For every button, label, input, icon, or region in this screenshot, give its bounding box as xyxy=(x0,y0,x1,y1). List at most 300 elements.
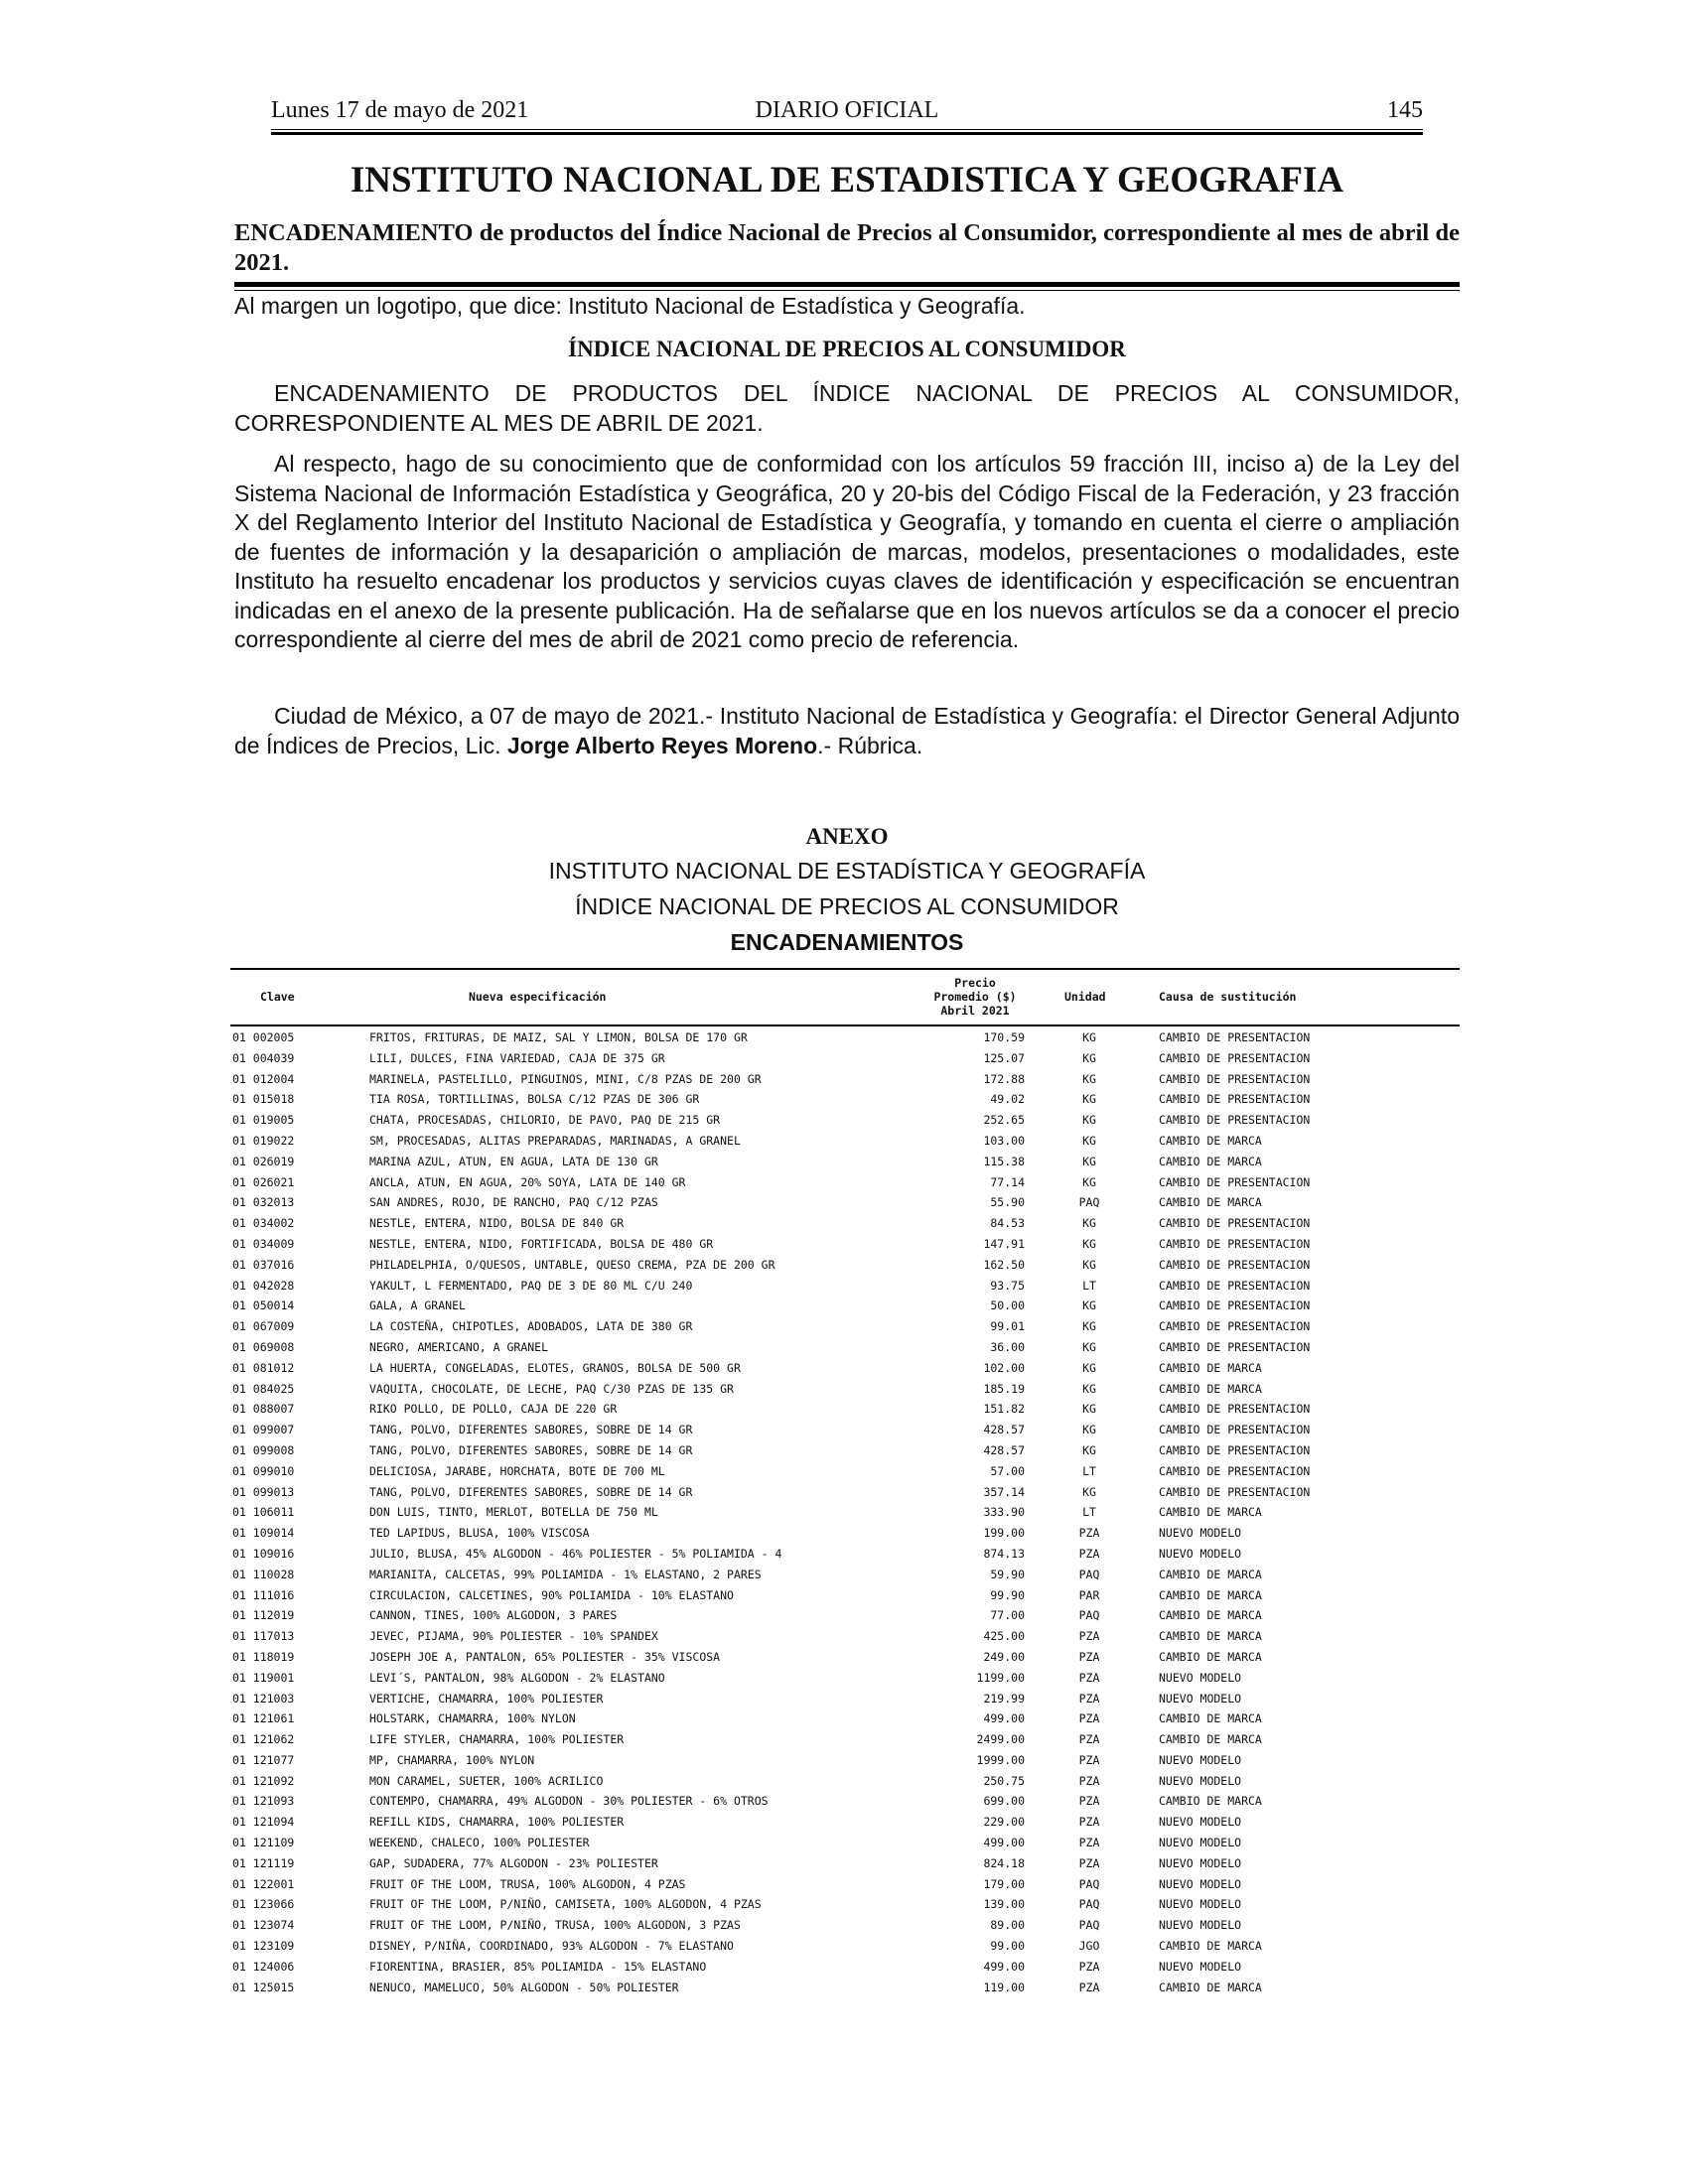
header-rule xyxy=(271,129,1423,135)
cell-spec: MARINA AZUL, ATUN, EN AGUA, LATA DE 130 GR xyxy=(369,1154,658,1168)
table-row xyxy=(230,1298,1460,1319)
cell-unit: PZA xyxy=(1078,1836,1100,1850)
table-row xyxy=(230,1258,1460,1279)
cell-clave: 01 121094 xyxy=(232,1815,295,1830)
cell-price: 428.57 xyxy=(983,1442,1025,1457)
cell-spec: ANCLA, ATUN, EN AGUA, 20% SOYA, LATA DE 140 GR xyxy=(369,1174,686,1189)
cell-spec: JOSEPH JOE A, PANTALON, 65% POLIESTER - 35% VISCOSA xyxy=(369,1649,721,1664)
cell-price: 139.00 xyxy=(983,1897,1025,1912)
cell-unit: KG xyxy=(1082,1298,1096,1313)
table-row xyxy=(230,1671,1460,1692)
cell-price: 699.00 xyxy=(983,1794,1025,1809)
table-row xyxy=(230,1794,1460,1815)
cell-unit: PZA xyxy=(1078,1794,1100,1809)
cell-unit: KG xyxy=(1082,1423,1096,1437)
table-row xyxy=(230,1134,1460,1155)
cell-causa: CAMBIO DE MARCA xyxy=(1159,1154,1262,1168)
table-header xyxy=(230,973,1460,1023)
cell-spec: MON CARAMEL, SUETER, 100% ACRILICO xyxy=(369,1773,604,1788)
title-rule xyxy=(234,282,1460,287)
table-row xyxy=(230,1319,1460,1340)
cell-unit: PZA xyxy=(1078,1629,1100,1644)
cell-clave: 01 012004 xyxy=(232,1071,295,1086)
cell-spec: DELICIOSA, JARABE, HORCHATA, BOTE DE 700 ML xyxy=(369,1463,665,1478)
cell-spec: PHILADELPHIA, O/QUESOS, UNTABLE, QUESO CREMA, PZA DE 200 GR xyxy=(369,1257,775,1272)
cell-price: 185.19 xyxy=(983,1381,1025,1396)
cell-price: 499.00 xyxy=(983,1836,1025,1850)
cell-causa: CAMBIO DE PRESENTACION xyxy=(1159,1030,1311,1044)
cell-causa: NUEVO MODELO xyxy=(1159,1959,1242,1974)
cell-price: 147.91 xyxy=(983,1236,1025,1251)
table-row xyxy=(230,1051,1460,1072)
cell-price: 874.13 xyxy=(983,1546,1025,1561)
cell-unit: PZA xyxy=(1078,1711,1100,1726)
cell-spec: CONTEMPO, CHAMARRA, 49% ALGODON - 30% POLIESTER - 6% OTROS xyxy=(369,1794,769,1809)
cell-clave: 01 123074 xyxy=(232,1918,295,1933)
cell-unit: KG xyxy=(1082,1484,1096,1499)
cell-price: 1199.00 xyxy=(976,1670,1025,1685)
cell-spec: DON LUIS, TINTO, MERLOT, BOTELLA DE 750 ML xyxy=(369,1505,658,1520)
column-header-spec: Nueva especificación xyxy=(469,990,607,1004)
cell-causa: CAMBIO DE PRESENTACION xyxy=(1159,1278,1311,1293)
header-publication: DIARIO OFICIAL xyxy=(755,97,939,123)
cell-causa: CAMBIO DE MARCA xyxy=(1159,1133,1262,1148)
cell-clave: 01 125015 xyxy=(232,1979,295,1994)
cell-clave: 01 099010 xyxy=(232,1463,295,1478)
cell-clave: 01 122001 xyxy=(232,1876,295,1891)
cell-clave: 01 119001 xyxy=(232,1670,295,1685)
table-row xyxy=(230,1877,1460,1898)
cell-clave: 01 019005 xyxy=(232,1113,295,1128)
cell-price: 170.59 xyxy=(983,1030,1025,1044)
cell-causa: NUEVO MODELO xyxy=(1159,1918,1242,1933)
table-row xyxy=(230,1175,1460,1196)
table-row xyxy=(230,1629,1460,1650)
table-top-rule xyxy=(230,968,1460,970)
column-header-price-line2: Promedio ($) xyxy=(933,990,1017,1004)
cell-price: 1999.00 xyxy=(976,1752,1025,1767)
cell-unit: PZA xyxy=(1078,1732,1100,1747)
table-row xyxy=(230,1092,1460,1113)
cell-price: 50.00 xyxy=(990,1298,1025,1313)
cell-causa: NUEVO MODELO xyxy=(1159,1815,1242,1830)
cell-price: 77.14 xyxy=(990,1174,1025,1189)
cell-clave: 01 121077 xyxy=(232,1752,295,1767)
cell-causa: CAMBIO DE MARCA xyxy=(1159,1587,1262,1602)
cell-causa: NUEVO MODELO xyxy=(1159,1752,1242,1767)
cell-price: 99.01 xyxy=(990,1319,1025,1334)
cell-spec: FRUIT OF THE LOOM, P/NIÑO, TRUSA, 100% ALGODON, 3 PZAS xyxy=(369,1918,741,1933)
cell-unit: KG xyxy=(1082,1174,1096,1189)
cell-spec: TANG, POLVO, DIFERENTES SABORES, SOBRE DE 14 GR xyxy=(369,1423,693,1437)
cell-price: 99.00 xyxy=(990,1939,1025,1954)
paragraph-3 xyxy=(234,702,1460,760)
table-body xyxy=(230,1030,1460,2000)
cell-clave: 01 109014 xyxy=(232,1526,295,1541)
signer-name: Jorge Alberto Reyes Moreno xyxy=(506,732,818,758)
cell-price: 249.00 xyxy=(983,1649,1025,1664)
annex-line-2: ÍNDICE NACIONAL DE PRECIOS AL CONSUMIDOR xyxy=(575,893,1119,919)
cell-unit: PZA xyxy=(1078,1815,1100,1830)
table-row xyxy=(230,1113,1460,1134)
table-row xyxy=(230,1340,1460,1361)
table-row xyxy=(230,1464,1460,1485)
table-row xyxy=(230,1402,1460,1423)
cell-spec: LILI, DULCES, FINA VARIEDAD, CAJA DE 375 GR xyxy=(369,1050,665,1065)
cell-spec: TED LAPIDUS, BLUSA, 100% VISCOSA xyxy=(369,1526,590,1541)
cell-price: 151.82 xyxy=(983,1402,1025,1417)
cell-unit: PZA xyxy=(1078,1855,1100,1870)
column-header-clave: Clave xyxy=(260,990,295,1004)
cell-spec: VAQUITA, CHOCOLATE, DE LECHE, PAQ C/30 PZAS DE 135 GR xyxy=(369,1381,734,1396)
cell-clave: 01 004039 xyxy=(232,1050,295,1065)
cell-price: 250.75 xyxy=(983,1773,1025,1788)
column-header-price-line3: Abril 2021 xyxy=(940,1004,1010,1018)
cell-unit: KG xyxy=(1082,1133,1096,1148)
document-title: ENCADENAMIENTO de productos del Índice Nacional de Precios al Consumidor, correspondiente al mes de abril de 2021. xyxy=(234,219,1460,276)
cell-causa: NUEVO MODELO xyxy=(1159,1836,1242,1850)
cell-unit: KG xyxy=(1082,1071,1096,1086)
cell-unit: PAQ xyxy=(1078,1918,1100,1933)
cell-price: 357.14 xyxy=(983,1484,1025,1499)
cell-unit: PZA xyxy=(1078,1979,1100,1994)
cell-causa: CAMBIO DE PRESENTACION xyxy=(1159,1463,1311,1478)
cell-causa: CAMBIO DE MARCA xyxy=(1159,1381,1262,1396)
cell-spec: NEGRO, AMERICANO, A GRANEL xyxy=(369,1339,549,1354)
cell-causa: CAMBIO DE MARCA xyxy=(1159,1629,1262,1644)
cell-price: 102.00 xyxy=(983,1360,1025,1375)
table-row xyxy=(230,1443,1460,1464)
cell-price: 199.00 xyxy=(983,1526,1025,1541)
cell-unit: KG xyxy=(1082,1092,1096,1107)
cell-causa: NUEVO MODELO xyxy=(1159,1773,1242,1788)
cell-causa: CAMBIO DE MARCA xyxy=(1159,1979,1262,1994)
cell-causa: CAMBIO DE PRESENTACION xyxy=(1159,1113,1311,1128)
cell-price: 55.90 xyxy=(990,1195,1025,1210)
cell-causa: CAMBIO DE MARCA xyxy=(1159,1505,1262,1520)
annex-line-3: ENCADENAMIENTOS xyxy=(730,929,964,955)
cell-price: 172.88 xyxy=(983,1071,1025,1086)
cell-clave: 01 123109 xyxy=(232,1939,295,1954)
cell-clave: 01 002005 xyxy=(232,1030,295,1044)
cell-clave: 01 117013 xyxy=(232,1629,295,1644)
table-row xyxy=(230,1030,1460,1051)
cell-clave: 01 067009 xyxy=(232,1319,295,1334)
cell-clave: 01 099008 xyxy=(232,1442,295,1457)
column-header-price-line1: Precio xyxy=(954,976,996,990)
cell-price: 824.18 xyxy=(983,1855,1025,1870)
paragraph-2: Al respecto, hago de su conocimiento que de conformidad con los artículos 59 fracción III, inciso a) de la Ley del Sistema Nacional de Información Estadística y Geográfica, 20 y 20-bis del Código Fiscal de la Federación, y 23 fracción X del Reglamento Interior del Instituto Nacional de Estadística y Geografía, y tomando en cuenta el cierre o ampliación de fuentes de información y la desaparición o ampliación de marcas, modelos, presentaciones o modalidades, este Instituto ha resuelto encadenar los productos y servicios cuyas claves de identificación y especificación se encuentran indicadas en el anexo de la presente publicación. Ha de señalarse que en los nuevos artículos se da a conocer el precio correspondiente al cierre del mes de abril de 2021 como precio de referencia. xyxy=(234,451,1460,652)
paragraph-1: ENCADENAMIENTO DE PRODUCTOS DEL ÍNDICE NACIONAL DE PRECIOS AL CONSUMIDOR, CORRESPONDIENTE AL MES DE ABRIL DE 2021. xyxy=(234,380,1460,436)
cell-unit: PAR xyxy=(1078,1587,1100,1602)
cell-price: 229.00 xyxy=(983,1815,1025,1830)
cell-price: 2499.00 xyxy=(976,1732,1025,1747)
table-row xyxy=(230,1568,1460,1588)
cell-unit: KG xyxy=(1082,1257,1096,1272)
cell-spec: CANNON, TINES, 100% ALGODON, 3 PARES xyxy=(369,1608,618,1623)
table-row xyxy=(230,1856,1460,1877)
cell-price: 333.90 xyxy=(983,1505,1025,1520)
cell-clave: 01 081012 xyxy=(232,1360,295,1375)
cell-unit: PAQ xyxy=(1078,1876,1100,1891)
cell-price: 179.00 xyxy=(983,1876,1025,1891)
cell-unit: PAQ xyxy=(1078,1608,1100,1623)
cell-unit: PAQ xyxy=(1078,1567,1100,1581)
cell-spec: REFILL KIDS, CHAMARRA, 100% POLIESTER xyxy=(369,1815,625,1830)
cell-unit: PAQ xyxy=(1078,1897,1100,1912)
cell-clave: 01 106011 xyxy=(232,1505,295,1520)
cell-clave: 01 121109 xyxy=(232,1836,295,1850)
table-row xyxy=(230,1608,1460,1629)
cell-price: 425.00 xyxy=(983,1629,1025,1644)
cell-spec: MARIANITA, CALCETAS, 99% POLIAMIDA - 1% ELASTANO, 2 PARES xyxy=(369,1567,762,1581)
cell-price: 49.02 xyxy=(990,1092,1025,1107)
annex-label: ANEXO xyxy=(805,824,889,849)
table-row xyxy=(230,1072,1460,1093)
cell-spec: FRITOS, FRITURAS, DE MAIZ, SAL Y LIMON, BOLSA DE 170 GR xyxy=(369,1030,748,1044)
cell-spec: NESTLE, ENTERA, NIDO, BOLSA DE 840 GR xyxy=(369,1216,625,1231)
cell-unit: PZA xyxy=(1078,1649,1100,1664)
cell-causa: CAMBIO DE MARCA xyxy=(1159,1195,1262,1210)
cell-clave: 01 088007 xyxy=(232,1402,295,1417)
table-row xyxy=(230,1692,1460,1712)
cell-unit: PZA xyxy=(1078,1959,1100,1974)
table-row xyxy=(230,1774,1460,1795)
cell-clave: 01 121092 xyxy=(232,1773,295,1788)
cell-spec: MARINELA, PASTELILLO, PINGUINOS, MINI, C/8 PZAS DE 200 GR xyxy=(369,1071,762,1086)
cell-price: 36.00 xyxy=(990,1339,1025,1354)
cell-causa: CAMBIO DE MARCA xyxy=(1159,1732,1262,1747)
cell-causa: CAMBIO DE MARCA xyxy=(1159,1608,1262,1623)
cell-clave: 01 124006 xyxy=(232,1959,295,1974)
table-row xyxy=(230,1485,1460,1506)
column-header-price xyxy=(915,976,1035,1018)
cell-unit: KG xyxy=(1082,1030,1096,1044)
cell-clave: 01 110028 xyxy=(232,1567,295,1581)
cell-spec: CHATA, PROCESADAS, CHILORIO, DE PAVO, PAQ DE 215 GR xyxy=(369,1113,721,1128)
column-header-causa: Causa de sustitución xyxy=(1159,990,1297,1004)
cell-spec: LIFE STYLER, CHAMARRA, 100% POLIESTER xyxy=(369,1732,625,1747)
cell-price: 93.75 xyxy=(990,1278,1025,1293)
cell-spec: TIA ROSA, TORTILLINAS, BOLSA C/12 PZAS DE 306 GR xyxy=(369,1092,700,1107)
cell-price: 119.00 xyxy=(983,1979,1025,1994)
cell-price: 125.07 xyxy=(983,1050,1025,1065)
cell-unit: LT xyxy=(1082,1278,1096,1293)
cell-clave: 01 042028 xyxy=(232,1278,295,1293)
cell-clave: 01 121003 xyxy=(232,1691,295,1706)
cell-unit: KG xyxy=(1082,1236,1096,1251)
cell-causa: NUEVO MODELO xyxy=(1159,1546,1242,1561)
cell-spec: NENUCO, MAMELUCO, 50% ALGODON - 50% POLIESTER xyxy=(369,1979,679,1994)
table-row xyxy=(230,1547,1460,1568)
cell-causa: CAMBIO DE MARCA xyxy=(1159,1567,1262,1581)
table-row xyxy=(230,1939,1460,1960)
cell-clave: 01 099007 xyxy=(232,1423,295,1437)
cell-unit: KG xyxy=(1082,1360,1096,1375)
cell-spec: SM, PROCESADAS, ALITAS PREPARADAS, MARINADAS, A GRANEL xyxy=(369,1133,741,1148)
cell-price: 219.99 xyxy=(983,1691,1025,1706)
cell-clave: 01 032013 xyxy=(232,1195,295,1210)
cell-price: 77.00 xyxy=(990,1608,1025,1623)
table-row xyxy=(230,1423,1460,1443)
cell-clave: 01 112019 xyxy=(232,1608,295,1623)
table-row xyxy=(230,1711,1460,1732)
cell-unit: KG xyxy=(1082,1339,1096,1354)
cell-spec: LA COSTEÑA, CHIPOTLES, ADOBADOS, LATA DE 380 GR xyxy=(369,1319,693,1334)
table-row xyxy=(230,1588,1460,1609)
cell-spec: NESTLE, ENTERA, NIDO, FORTIFICADA, BOLSA DE 480 GR xyxy=(369,1236,714,1251)
cell-unit: KG xyxy=(1082,1442,1096,1457)
cell-unit: JGO xyxy=(1078,1939,1100,1954)
table-row xyxy=(230,1279,1460,1299)
cell-spec: SAN ANDRES, ROJO, DE RANCHO, PAQ C/12 PZAS xyxy=(369,1195,658,1210)
cell-causa: CAMBIO DE PRESENTACION xyxy=(1159,1319,1311,1334)
cell-causa: CAMBIO DE PRESENTACION xyxy=(1159,1339,1311,1354)
cell-causa: CAMBIO DE MARCA xyxy=(1159,1649,1262,1664)
cell-causa: NUEVO MODELO xyxy=(1159,1670,1242,1685)
cell-spec: YAKULT, L FERMENTADO, PAQ DE 3 DE 80 ML C/U 240 xyxy=(369,1278,693,1293)
table-header-rule xyxy=(230,1024,1460,1026)
cell-clave: 01 019022 xyxy=(232,1133,295,1148)
cell-spec: HOLSTARK, CHAMARRA, 100% NYLON xyxy=(369,1711,576,1726)
cell-spec: TANG, POLVO, DIFERENTES SABORES, SOBRE DE 14 GR xyxy=(369,1484,693,1499)
cell-clave: 01 084025 xyxy=(232,1381,295,1396)
cell-spec: WEEKEND, CHALECO, 100% POLIESTER xyxy=(369,1836,590,1850)
cell-clave: 01 118019 xyxy=(232,1649,295,1664)
cell-causa: CAMBIO DE PRESENTACION xyxy=(1159,1236,1311,1251)
cell-causa: CAMBIO DE PRESENTACION xyxy=(1159,1092,1311,1107)
cell-price: 89.00 xyxy=(990,1918,1025,1933)
cell-spec: DISNEY, P/NIÑA, COORDINADO, 93% ALGODON - 7% ELASTANO xyxy=(369,1939,734,1954)
cell-unit: PAQ xyxy=(1078,1195,1100,1210)
title-rule-thin xyxy=(234,290,1460,291)
cell-unit: KG xyxy=(1082,1113,1096,1128)
cell-unit: KG xyxy=(1082,1154,1096,1168)
table-row xyxy=(230,1382,1460,1403)
cell-causa: CAMBIO DE PRESENTACION xyxy=(1159,1050,1311,1065)
cell-spec: FIORENTINA, BRASIER, 85% POLIAMIDA - 15% ELASTANO xyxy=(369,1959,707,1974)
cell-unit: PZA xyxy=(1078,1773,1100,1788)
cell-price: 57.00 xyxy=(990,1463,1025,1478)
cell-clave: 01 121119 xyxy=(232,1855,295,1870)
cell-causa: CAMBIO DE PRESENTACION xyxy=(1159,1216,1311,1231)
cell-price: 499.00 xyxy=(983,1711,1025,1726)
cell-clave: 01 109016 xyxy=(232,1546,295,1561)
cell-clave: 01 111016 xyxy=(232,1587,295,1602)
cell-clave: 01 121062 xyxy=(232,1732,295,1747)
table-row xyxy=(230,1918,1460,1939)
cell-causa: CAMBIO DE PRESENTACION xyxy=(1159,1442,1311,1457)
table-row xyxy=(230,1526,1460,1547)
table-row xyxy=(230,1732,1460,1753)
cell-price: 84.53 xyxy=(990,1216,1025,1231)
table-row xyxy=(230,1195,1460,1216)
cell-causa: CAMBIO DE PRESENTACION xyxy=(1159,1298,1311,1313)
header-page-number: 145 xyxy=(1387,97,1423,123)
table-row xyxy=(230,1650,1460,1671)
cell-causa: CAMBIO DE MARCA xyxy=(1159,1939,1262,1954)
section-heading: ÍNDICE NACIONAL DE PRECIOS AL CONSUMIDOR xyxy=(568,337,1126,361)
cell-unit: KG xyxy=(1082,1050,1096,1065)
cell-clave: 01 099013 xyxy=(232,1484,295,1499)
cell-unit: KG xyxy=(1082,1216,1096,1231)
table-row xyxy=(230,1960,1460,1980)
cell-causa: NUEVO MODELO xyxy=(1159,1526,1242,1541)
cell-clave: 01 015018 xyxy=(232,1092,295,1107)
table-row xyxy=(230,1897,1460,1918)
margin-note: Al margen un logotipo, que dice: Instituto Nacional de Estadística y Geografía. xyxy=(234,293,1026,319)
institute-heading: INSTITUTO NACIONAL DE ESTADISTICA Y GEOGRAFIA xyxy=(350,160,1344,201)
cell-spec: JEVEC, PIJAMA, 90% POLIESTER - 10% SPANDEX xyxy=(369,1629,658,1644)
cell-spec: LA HUERTA, CONGELADAS, ELOTES, GRANOS, BOLSA DE 500 GR xyxy=(369,1360,741,1375)
cell-clave: 01 121061 xyxy=(232,1711,295,1726)
cell-price: 162.50 xyxy=(983,1257,1025,1272)
cell-unit: LT xyxy=(1082,1505,1096,1520)
cell-price: 103.00 xyxy=(983,1133,1025,1148)
cell-spec: JULIO, BLUSA, 45% ALGODON - 46% POLIESTER - 5% POLIAMIDA - 4 xyxy=(369,1546,782,1561)
cell-price: 428.57 xyxy=(983,1423,1025,1437)
table-row xyxy=(230,1216,1460,1237)
cell-clave: 01 123066 xyxy=(232,1897,295,1912)
cell-clave: 01 050014 xyxy=(232,1298,295,1313)
cell-spec: MP, CHAMARRA, 100% NYLON xyxy=(369,1752,535,1767)
header-date: Lunes 17 de mayo de 2021 xyxy=(271,97,529,123)
cell-spec: GAP, SUDADERA, 77% ALGODON - 23% POLIESTER xyxy=(369,1855,658,1870)
cell-causa: CAMBIO DE PRESENTACION xyxy=(1159,1257,1311,1272)
column-header-unit: Unidad xyxy=(1064,990,1106,1004)
cell-causa: CAMBIO DE PRESENTACION xyxy=(1159,1071,1311,1086)
cell-price: 499.00 xyxy=(983,1959,1025,1974)
cell-clave: 01 069008 xyxy=(232,1339,295,1354)
cell-spec: RIKO POLLO, DE POLLO, CAJA DE 220 GR xyxy=(369,1402,618,1417)
cell-causa: CAMBIO DE PRESENTACION xyxy=(1159,1402,1311,1417)
table-row xyxy=(230,1753,1460,1774)
cell-clave: 01 026019 xyxy=(232,1154,295,1168)
cell-causa: NUEVO MODELO xyxy=(1159,1876,1242,1891)
cell-clave: 01 026021 xyxy=(232,1174,295,1189)
cell-price: 115.38 xyxy=(983,1154,1025,1168)
cell-price: 252.65 xyxy=(983,1113,1025,1128)
table-row xyxy=(230,1155,1460,1175)
cell-clave: 01 034009 xyxy=(232,1236,295,1251)
running-header xyxy=(271,97,1423,133)
paragraph-3-end: .- Rúbrica. xyxy=(817,732,923,758)
cell-causa: CAMBIO DE PRESENTACION xyxy=(1159,1423,1311,1437)
cell-unit: PZA xyxy=(1078,1526,1100,1541)
annex-line-1: INSTITUTO NACIONAL DE ESTADÍSTICA Y GEOGRAFÍA xyxy=(548,858,1146,884)
cell-unit: PZA xyxy=(1078,1752,1100,1767)
cell-causa: NUEVO MODELO xyxy=(1159,1691,1242,1706)
cell-spec: LEVI´S, PANTALON, 98% ALGODON - 2% ELASTANO xyxy=(369,1670,665,1685)
cell-causa: CAMBIO DE PRESENTACION xyxy=(1159,1484,1311,1499)
cell-causa: CAMBIO DE MARCA xyxy=(1159,1711,1262,1726)
cell-unit: PZA xyxy=(1078,1670,1100,1685)
cell-spec: GALA, A GRANEL xyxy=(369,1298,466,1313)
cell-spec: FRUIT OF THE LOOM, TRUSA, 100% ALGODON, 4 PZAS xyxy=(369,1876,686,1891)
cell-spec: VERTICHE, CHAMARRA, 100% POLIESTER xyxy=(369,1691,604,1706)
cell-unit: KG xyxy=(1082,1402,1096,1417)
cell-spec: TANG, POLVO, DIFERENTES SABORES, SOBRE DE 14 GR xyxy=(369,1442,693,1457)
table-row xyxy=(230,1815,1460,1836)
cell-spec: FRUIT OF THE LOOM, P/NIÑO, CAMISETA, 100% ALGODON, 4 PZAS xyxy=(369,1897,762,1912)
cell-price: 59.90 xyxy=(990,1567,1025,1581)
cell-unit: KG xyxy=(1082,1381,1096,1396)
cell-unit: LT xyxy=(1082,1463,1096,1478)
cell-clave: 01 037016 xyxy=(232,1257,295,1272)
cell-causa: CAMBIO DE MARCA xyxy=(1159,1794,1262,1809)
cell-unit: PZA xyxy=(1078,1546,1100,1561)
cell-causa: CAMBIO DE MARCA xyxy=(1159,1360,1262,1375)
